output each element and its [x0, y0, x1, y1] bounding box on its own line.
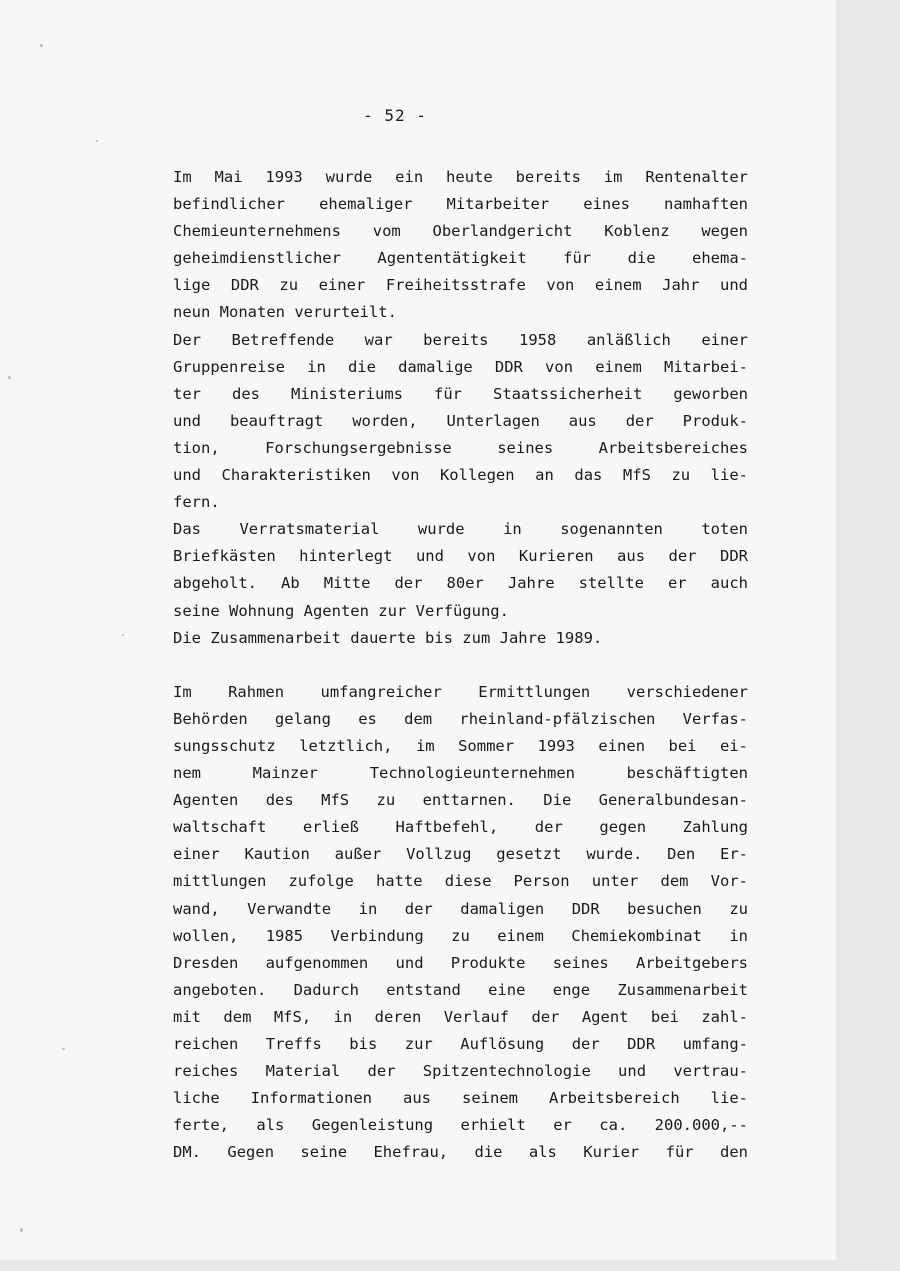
- text-line: befindlicher ehemaliger Mitarbeiter eines namhaften: [173, 195, 748, 214]
- text-line: liche Informationen aus seinem Arbeitsbereich lie-: [173, 1089, 748, 1108]
- text-line: Der Betreffende war bereits 1958 anläßlich einer: [173, 330, 748, 349]
- paragraph-gap: [173, 652, 748, 679]
- text-line: tion, Forschungsergebnisse seines Arbeitsbereiches: [173, 438, 748, 457]
- text-line: ter des Ministeriums für Staatssicherheit geworben: [173, 384, 748, 403]
- text-line: Das Verratsmaterial wurde in sogenannten toten: [173, 520, 748, 539]
- text-line: einer Kaution außer Vollzug gesetzt wurde. Den Er-: [173, 845, 748, 864]
- page-number: - 52 -: [363, 106, 427, 125]
- paragraph-conviction: [173, 164, 748, 327]
- paragraph-recruitment: [173, 327, 748, 517]
- text-line: und beauftragt worden, Unterlagen aus der Produk-: [173, 411, 748, 430]
- scan-speck: [8, 376, 11, 379]
- text-line: wand, Verwandte in der damaligen DDR besuchen zu: [173, 899, 748, 918]
- scan-speck: [96, 140, 98, 142]
- text-line: Im Rahmen umfangreicher Ermittlungen verschiedener: [173, 682, 748, 701]
- paragraph-cooperation-end: [173, 625, 748, 652]
- text-line: Briefkästen hinterlegt und von Kurieren aus der DDR: [173, 547, 748, 566]
- text-line: ferte, als Gegenleistung erhielt er ca. 200.000,--: [173, 1116, 748, 1135]
- body-text: [173, 164, 748, 1166]
- text-line: waltschaft erließ Haftbefehl, der gegen Zahlung: [173, 818, 748, 837]
- scan-speck: [20, 1228, 23, 1232]
- text-line: fern.: [173, 493, 220, 512]
- text-line: mit dem MfS, in deren Verlauf der Agent bei zahl-: [173, 1007, 748, 1026]
- text-line: Behörden gelang es dem rheinland-pfälzischen Verfas-: [173, 709, 748, 728]
- text-line: Im Mai 1993 wurde ein heute bereits im Rentenalter: [173, 168, 748, 186]
- paragraph-dead-drops: [173, 516, 748, 624]
- text-line: Dresden aufgenommen und Produkte seines Arbeitgebers: [173, 953, 748, 972]
- text-line: reichen Treffs bis zur Auflösung der DDR umfang-: [173, 1035, 748, 1053]
- text-line: lige DDR zu einer Freiheitsstrafe von einem Jahr und: [173, 276, 748, 295]
- paragraph-mainz-agent: [173, 679, 748, 1167]
- text-line: DM. Gegen seine Ehefrau, die als Kurier für den: [173, 1143, 748, 1162]
- scan-speck: [40, 44, 43, 47]
- text-line: reiches Material der Spitzentechnologie und vertrau-: [173, 1062, 748, 1081]
- text-line: geheimdienstlicher Agententätigkeit für die ehema-: [173, 249, 748, 268]
- text-line: neun Monaten verurteilt.: [173, 303, 397, 322]
- text-line: Agenten des MfS zu enttarnen. Die Generalbundesan-: [173, 791, 748, 810]
- text-line: angeboten. Dadurch entstand eine enge Zusammenarbeit: [173, 980, 748, 999]
- scan-speck: [62, 1048, 65, 1050]
- text-line: wollen, 1985 Verbindung zu einem Chemiekombinat in: [173, 926, 748, 945]
- text-line: Gruppenreise in die damalige DDR von einem Mitarbei-: [173, 357, 748, 376]
- text-line: abgeholt. Ab Mitte der 80er Jahre stellte er auch: [173, 574, 748, 593]
- text-line: seine Wohnung Agenten zur Verfügung.: [173, 601, 509, 620]
- text-line: und Charakteristiken von Kollegen an das MfS zu lie-: [173, 466, 748, 485]
- text-line: nem Mainzer Technologieunternehmen beschäftigten: [173, 764, 748, 783]
- text-line: Die Zusammenarbeit dauerte bis zum Jahre 1989.: [173, 628, 603, 647]
- text-line: mittlungen zufolge hatte diese Person unter dem Vor-: [173, 872, 748, 891]
- text-line: sungsschutz letztlich, im Sommer 1993 einen bei ei-: [173, 736, 748, 755]
- text-line: Chemieunternehmens vom Oberlandgericht Koblenz wegen: [173, 222, 748, 241]
- scan-speck: [122, 634, 124, 636]
